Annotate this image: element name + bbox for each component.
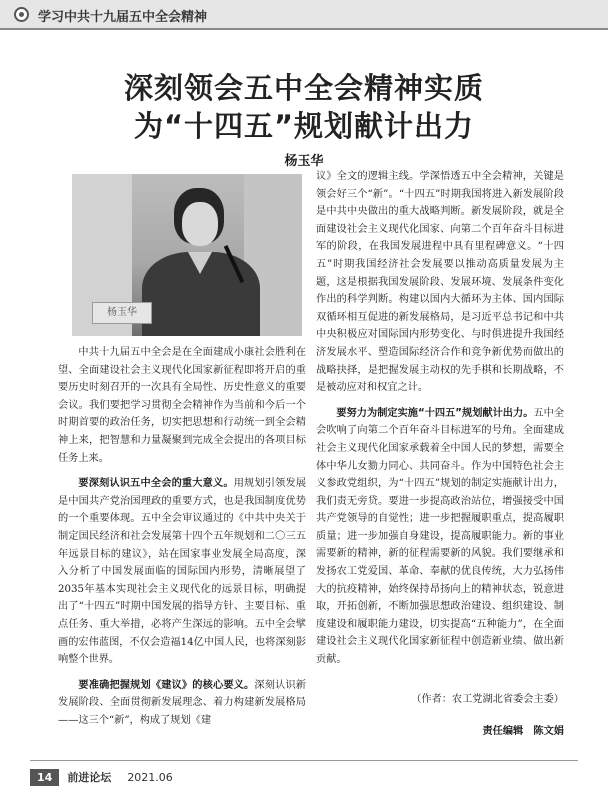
page-number: 14 bbox=[30, 769, 59, 786]
section-logo-icon bbox=[14, 7, 29, 22]
right-column bbox=[316, 168, 564, 669]
paragraph-body: 深刻认识新发展阶段、全面贯彻新发展理念、着力构建新发展格局——这三个“新”，构成了规划《建 bbox=[58, 679, 307, 726]
paragraph bbox=[58, 677, 306, 730]
article-author: 杨玉华 bbox=[284, 154, 324, 169]
left-column bbox=[58, 344, 306, 729]
paragraph-body: 用规划引领发展是中国共产党治国理政的重要方式，也是我国制度优势的一个重要体现。五中全会审议通过的《中共中央关于制定国民经济和社会发展第十四个五年规划和二〇三五年远景目标的建议》，站在国家事业发展全局高度，深入分析了中国发展面临的国际国内形势，清晰展望了2035年基本实现社会主义现代化的远景目标，明确提出了“十四五”时期中国发展的指导方针、主要目标、重点任务、重大举措，必将产生深远的影响。五中全会擘画的宏伟蓝图，不仅会造福14亿中国人民，也将深刻影响整个世界。 bbox=[58, 478, 307, 666]
paragraph-body: 五中全会吹响了向第二个百年奋斗目标进军的号角。全面建成社会主义现代化国家承载着全中国人民的梦想，需要全体中华儿女勠力同心、共同奋斗。作为中国特色社会主义参政党组织，为“十四五”规划的制定实施献计出力，我们责无旁贷。要进一步提高政治站位，增强接受中国共产党领导的自觉性；进一步把握履职重点，提高履职质量；进一步加强自身建设，提高履职能力。新的事业需要新的精神，新的征程需要新的风貌。我们要继承和发扬农工党爱国、革命、奉献的优良传统，大力弘扬伟大的抗疫精神，始终保持昂扬向上的精神状态，锐意进取，开拓创新，不断加强思想政治建设、组织建设、制度建设和履职能力建设，切实提高“五种能力”，在全面建设社会主义现代化国家新征程中创造新业绩、做出新贡献。 bbox=[316, 407, 565, 666]
paragraph-heading: 要准确把握规划《建议》的核心要义。 bbox=[78, 679, 255, 691]
paragraph-heading: 要努力为制定实施“十四五”规划献计出力。 bbox=[336, 407, 534, 419]
paragraph bbox=[316, 405, 564, 669]
paragraph: 议》全文的逻辑主线。学深悟透五中全会精神，关键是领会好三个“新”。“十四五”时期我国将进入新发展阶段是中共中央做出的重大战略判断。新发展阶段，就是全面建设社会主义现代化国家、向第二个百年奋斗目标进军的阶段，在我国发展进程中具有里程碑意义。“十四五”时期我国经济社会发展要以推动高质量发展为主题，这是根据我国发展阶段、发展环境、发展条件变化作出的科学判断。构建以国内大循环为主体、国内国际双循环相互促进的新发展格局，是习近平总书记和中共中央积极应对国际国内形势变化、与时俱进提升我国经济发展水平、塑造国际经济合作和竞争新优势而做出的战略抉择，是把握发展主动权的先手棋和长期战略，不是被动应对和权宜之计。 bbox=[316, 171, 564, 394]
author-photo bbox=[72, 174, 302, 336]
name-plate: 杨玉华 bbox=[92, 302, 152, 324]
magazine-name: 前进论坛 bbox=[67, 771, 112, 784]
author-attribution: （作者：农工党湖北省委会主委） bbox=[411, 694, 564, 705]
issue-number: 2021.06 bbox=[127, 770, 173, 784]
footer-divider bbox=[30, 760, 578, 761]
article-title-line2: 为“十四五”规划献计出力 bbox=[133, 109, 475, 143]
paragraph bbox=[58, 475, 306, 669]
page-footer bbox=[30, 766, 173, 788]
paragraph: 中共十九届五中全会是在全面建成小康社会胜利在望、全面建设社会主义现代化国家新征程即将开启的重要历史时刻召开的一次具有全局性、历史性意义的重要会议。我们要把学习贯彻全会精神作为当前和今后一个时期首要的政治任务，切实把思想和行动统一到全会精神上来，把智慧和力量凝聚到完成全会提出的各项目标任务上来。 bbox=[58, 347, 306, 464]
section-title: 学习中共十九届五中全会精神 bbox=[38, 10, 208, 25]
header-bar bbox=[0, 0, 608, 30]
responsible-editor: 责任编辑 陈文娟 bbox=[482, 726, 564, 737]
article-title-line1: 深刻领会五中全会精神实质 bbox=[123, 71, 484, 105]
paragraph-heading: 要深刻认识五中全会的重大意义。 bbox=[78, 478, 234, 490]
